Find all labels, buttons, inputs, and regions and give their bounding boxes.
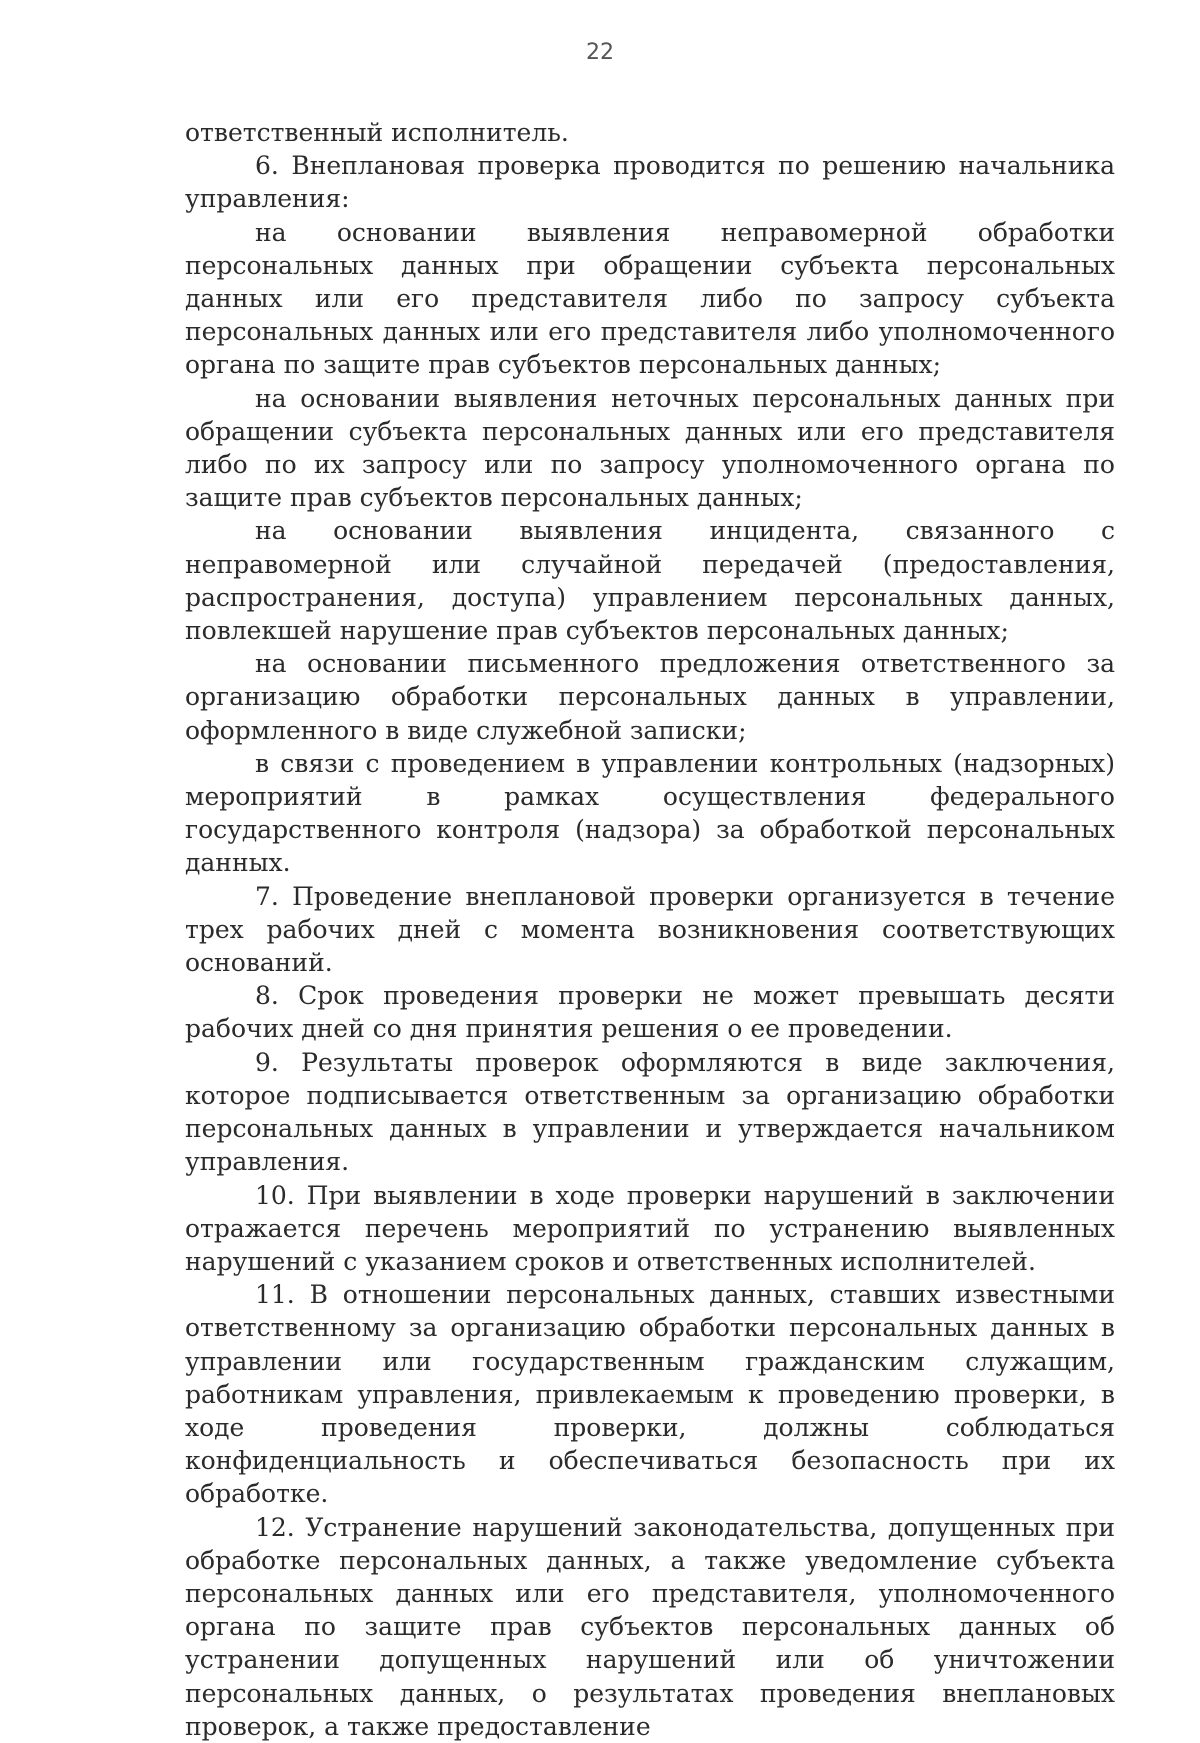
paragraph: ответственный исполнитель.: [185, 118, 569, 147]
paragraph: 7. Проведение внеплановой проверки организуется в течение трех рабочих дней с момента возникновения соответствующих оснований.: [185, 881, 1115, 978]
paragraph: на основании выявления неправомерной обработки персональных данных при обращении субъекта персональных данных или его представителя либо по запросу субъекта персональных данных или его представителя либо уполномоченного органа по защите прав субъектов персональных данных;: [185, 217, 1115, 380]
paragraph: в связи с проведением в управлении контрольных (надзорных) мероприятий в рамках осуществления федерального государственного контроля (надзора) за обработкой персональных данных.: [185, 748, 1115, 878]
page-number: 22: [586, 40, 614, 65]
paragraph: 11. В отношении персональных данных, ставших известными ответственному за организацию обработки персональных данных в управлении или государственным гражданским служащим, работникам управления, привлекаемым к проведению проверки, в ходе проведения проверки, должны соблюдаться конфиденциальность и обеспечиваться безопасность при их обработке.: [185, 1280, 1115, 1509]
paragraph: 10. При выявлении в ходе проверки нарушений в заключении отражается перечень мероприятий по устранению выявленных нарушений с указанием сроков и ответственных исполнителей.: [185, 1180, 1115, 1276]
paragraph: на основании выявления инцидента, связанного с неправомерной или случайной передачей (предоставления, распространения, доступа) управлением персональных данных, повлекшей нарушение прав субъектов персональных данных;: [185, 516, 1115, 646]
paragraph: 12. Устранение нарушений законодательства, допущенных при обработке персональных данных, а также уведомление субъекта персональных данных или его представителя, уполномоченного органа по защите прав субъектов персональных данных об устранении допущенных нарушений или об уничтожении персональных данных, о результатах проведения внеплановых проверок, а также предоставление: [185, 1512, 1115, 1741]
paragraph: на основании выявления неточных персональных данных при обращении субъекта персональных данных или его представителя либо по их запросу или по запросу уполномоченного органа по защите прав субъектов персональных данных;: [185, 383, 1115, 513]
paragraph: 8. Срок проведения проверки не может превышать десяти рабочих дней со дня принятия решения о ее проведении.: [185, 981, 1115, 1044]
paragraph: 9. Результаты проверок оформляются в виде заключения, которое подписывается ответственным за организацию обработки персональных данных в управлении и утверждается начальником управления.: [185, 1047, 1115, 1177]
paragraph: на основании письменного предложения ответственного за организацию обработки персональных данных в управлении, оформленного в виде служебной записки;: [185, 649, 1115, 745]
document-body: [185, 116, 1115, 1743]
paragraph: 6. Внеплановая проверка проводится по решению начальника управления:: [185, 151, 1115, 214]
